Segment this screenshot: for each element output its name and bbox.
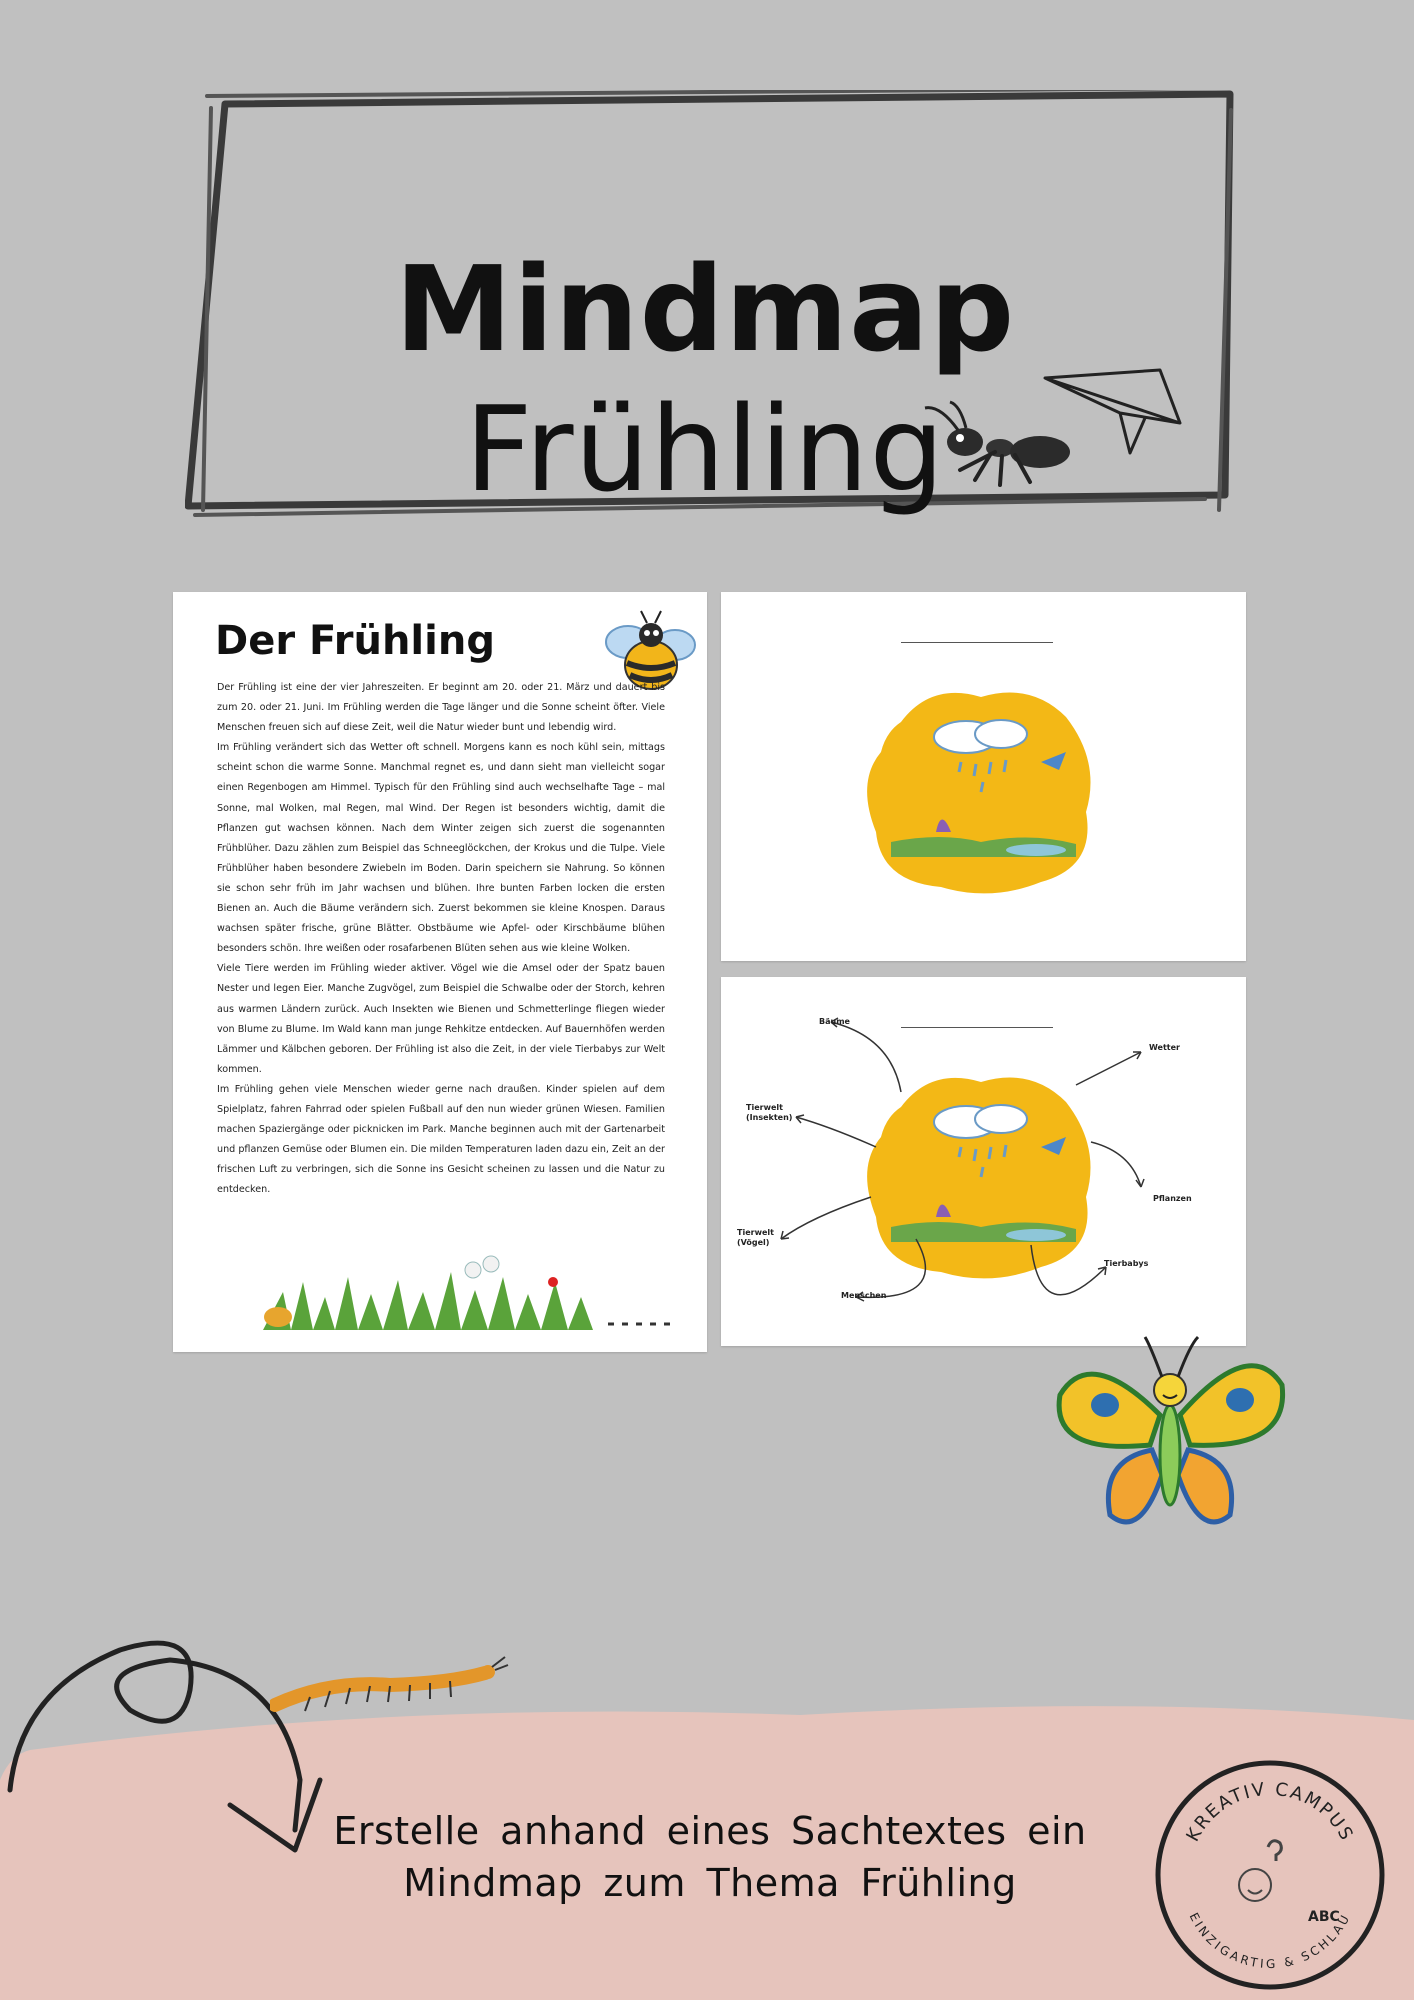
mindmap-label-tierbabys: Tierbabys bbox=[1104, 1259, 1149, 1268]
text-page-preview bbox=[173, 592, 707, 1352]
logo-bottom-text: EINZIGARTIG & SCHLAU bbox=[1186, 1910, 1354, 1972]
title-fruehling: Frühling bbox=[464, 380, 946, 518]
mindmap-solution-preview bbox=[721, 977, 1246, 1346]
mindmap-label-insekten-2: (Insekten) bbox=[746, 1113, 793, 1122]
mindmap-label-voegel-1: Tierwelt bbox=[737, 1228, 774, 1237]
mindmap-label-voegel-2: (Vögel) bbox=[737, 1238, 770, 1247]
title-mindmap: Mindmap bbox=[394, 240, 1016, 378]
instruction-line-1: Erstelle anhand eines Sachtextes ein bbox=[333, 1809, 1087, 1853]
paragraph-animals: Viele Tiere werden im Frühling wieder aktiver. Vögel wie die Amsel oder der Spatz bauen Nester und legen Eier. Manche Zugvögel, zum Beispiel die Schwalbe oder der Storch, kehren aus warmen Ländern zurück. Auch Insekten wie Bienen und Schmetterlinge fliegen wieder von Blume zu Blume. Im Wald kann man junge Rehkitze entdecken. Auf Bauernhöfen werden Lämmer und Kälbchen geboren. Der Frühling ist also die Zeit, in der viele Tierbabys zur Welt kommen. bbox=[217, 963, 665, 1075]
butterfly-icon bbox=[1050, 1325, 1290, 1545]
title-blank-line bbox=[901, 642, 1053, 643]
paragraph-intro: Der Frühling ist eine der vier Jahreszeiten. Er beginnt am 20. oder 21. März und dauert bis zum 20. oder 21. Juni. Im Frühling werden die Tage länger und die Sonne scheint öfter. Viele Menschen freuen sich auf diese Zeit, weil die Natur wieder bunt und lebendig wird. bbox=[217, 682, 665, 734]
instruction-line-2: Mindmap zum Thema Frühling bbox=[403, 1861, 1017, 1905]
mindmap-blank-preview bbox=[721, 592, 1246, 961]
meadow-grass-icon bbox=[263, 1252, 683, 1332]
paper-plane-icon bbox=[1040, 368, 1190, 458]
mindmap-label-insekten-1: Tierwelt bbox=[746, 1103, 783, 1112]
paragraph-people: Im Frühling gehen viele Menschen wieder gerne nach draußen. Kinder spielen auf dem Spielplatz, fahren Fahrrad oder spielen Fußball auf den nun wieder grünen Wiesen. Familien machen Spaziergänge oder picknicken im Park. Manche beginnen auch mit der Gartenarbeit und pflanzen Gemüse oder Blumen ein. Die milden Temperaturen laden dazu ein, Zeit an der frischen Luft zu verbringen, sich die Sonne ins Gesicht scheinen zu lassen und die Natur zu entdecken. bbox=[217, 1083, 665, 1196]
paragraph-weather-plants: Im Frühling verändert sich das Wetter oft schnell. Morgens kann es noch kühl sein, mittags scheint schon die warme Sonne. Manchmal regnet es, und dann sieht man vielleicht sogar einen Regenbogen am Himmel. Typisch für den Frühling sind auch wechselhafte Tage – mal Sonne, mal Wolken, mal Regen, mal Wind. Der Regen ist besonders wichtig, damit die Pflanzen gut wachsen können. Nach dem Winter zeigen sich zuerst die sogenannten Frühblüher. Dazu zählen zum Beispiel das Schneeglöckchen, der Krokus und die Tulpe. Viele Frühblüher haben besondere Zwiebeln im Boden. Darin speichern sie Nahrung. So können sie schon sehr früh im Jahr wachsen und blühen. Ihre bunten Farben locken die ersten Bienen an. Auch die Bäume verändern sich. Zuerst bekommen sie kleine Knospen. Daraus wachsen später frische, grüne Blätter. Obstbäume wie Apfel- oder Kirschbäume blühen besonders schön. Ihre weißen oder rosafarbenen Blüten sehen aus wie kleine Wolken. bbox=[217, 742, 665, 955]
mindmap-label-baeume: Bäume bbox=[819, 1017, 850, 1026]
mindmap-label-wetter: Wetter bbox=[1149, 1043, 1180, 1052]
kreativ-campus-logo bbox=[1150, 1755, 1390, 1995]
mindmap-label-menschen: Menschen bbox=[841, 1291, 887, 1300]
spring-scene-blob-icon bbox=[861, 682, 1101, 897]
logo-top-text: KREATIV CAMPUS bbox=[1182, 1778, 1358, 1846]
instruction-text bbox=[320, 1805, 1100, 1909]
text-page-body bbox=[217, 678, 665, 1200]
logo-abc: ABC bbox=[1308, 1909, 1340, 1925]
text-page-heading: Der Frühling bbox=[215, 618, 495, 664]
centipede-icon bbox=[270, 1655, 510, 1715]
mindmap-arrows-icon bbox=[721, 977, 1246, 1346]
mindmap-label-pflanzen: Pflanzen bbox=[1153, 1194, 1192, 1203]
